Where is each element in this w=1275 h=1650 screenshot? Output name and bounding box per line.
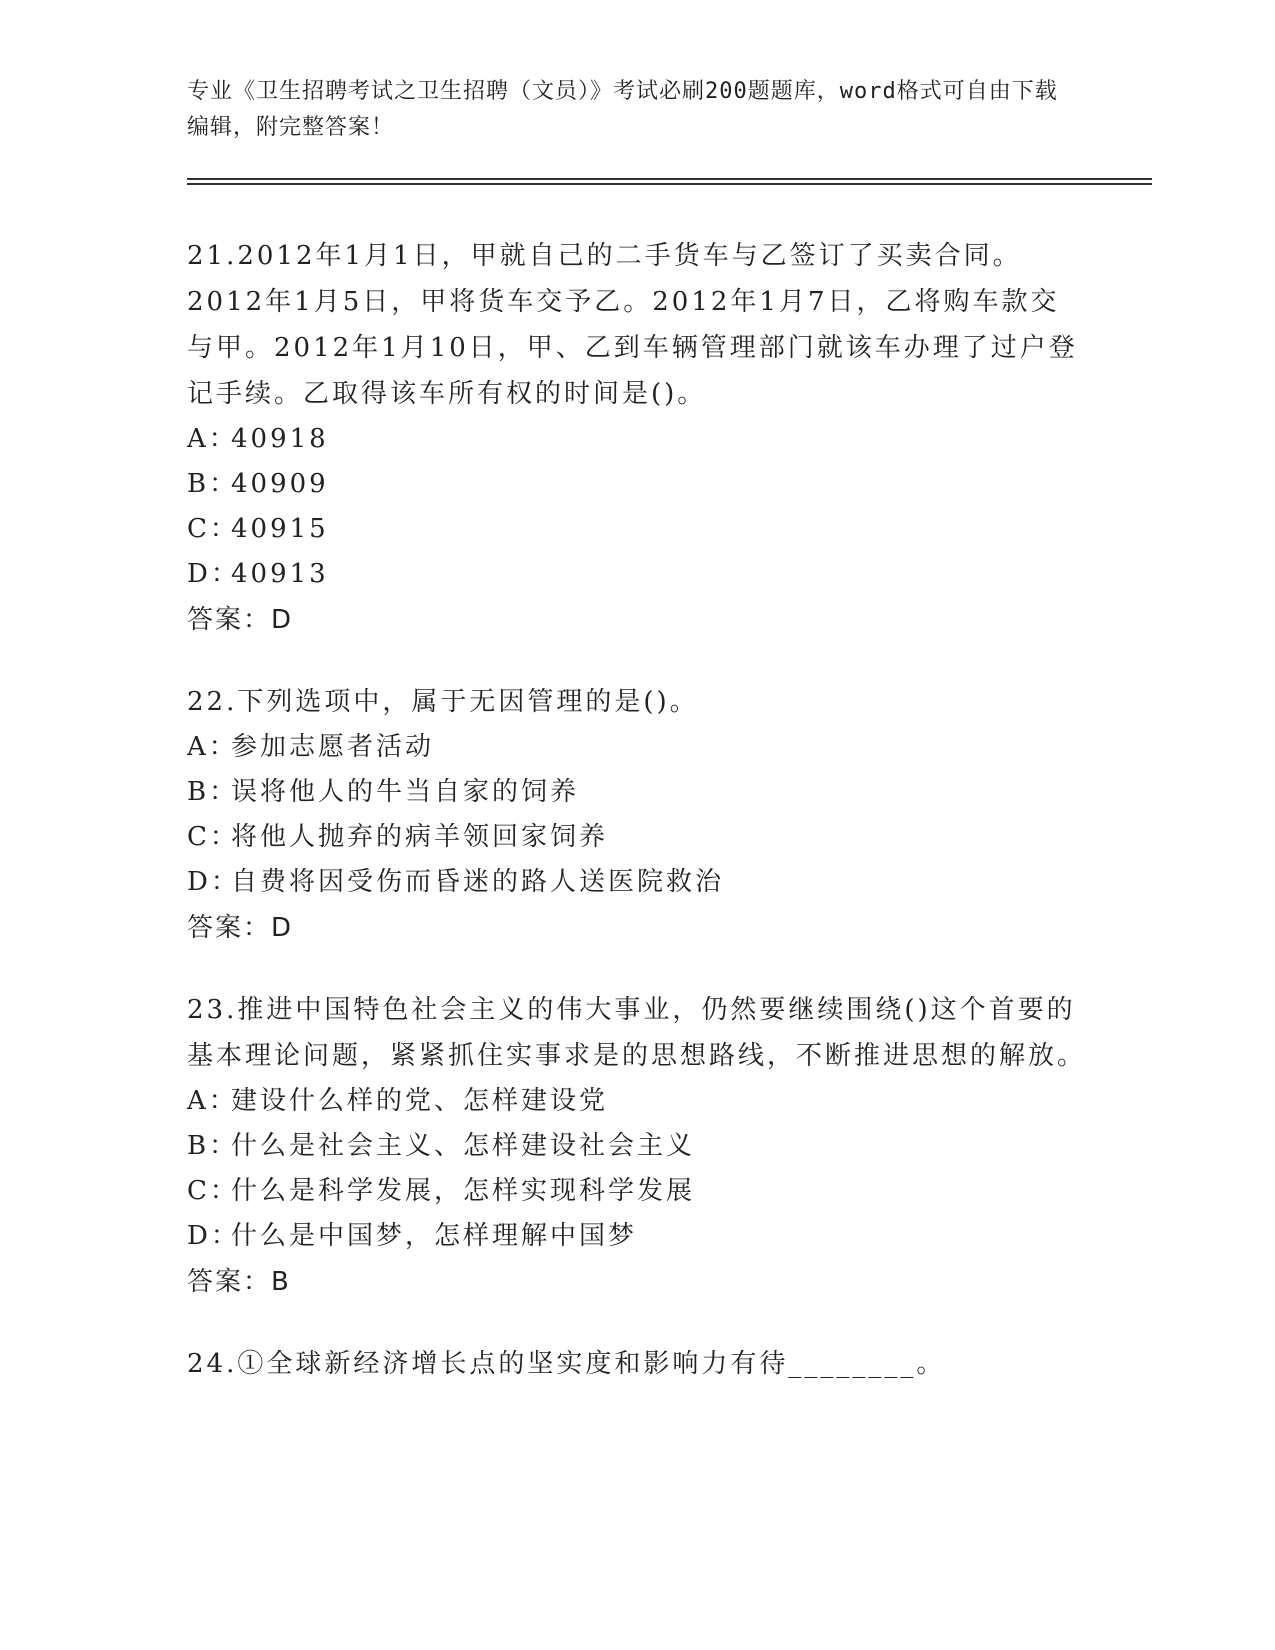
option-d: [187, 552, 1087, 597]
option-key: A：: [187, 1086, 238, 1116]
option-a: [187, 1079, 1087, 1124]
option-d: [187, 1214, 1087, 1259]
document-header: 专业《卫生招聘考试之卫生招聘（文员）》考试必刷200题题库，word格式可自由下载编辑，附完整答案！: [187, 79, 1058, 140]
option-text: 什么是科学发展，怎样实现科学发展: [231, 1176, 696, 1206]
option-text: 40915: [231, 514, 329, 544]
question-stem: 22.下列选项中，属于无因管理的是()。: [187, 687, 699, 717]
option-key: B：: [187, 1131, 239, 1161]
header-divider-top: [187, 178, 1152, 180]
answer-line: 答案：B: [187, 1267, 291, 1297]
option-key: C：: [187, 1176, 239, 1206]
option-text: 40909: [231, 469, 329, 499]
option-key: C：: [187, 822, 239, 852]
question-list: [187, 233, 1087, 1423]
option-key: D：: [187, 559, 240, 589]
question-22: [187, 679, 1087, 951]
option-text: 参加志愿者活动: [231, 732, 435, 762]
option-key: D：: [187, 1221, 240, 1251]
option-text: 40918: [231, 424, 329, 454]
question-23: [187, 987, 1087, 1305]
option-key: B：: [187, 777, 239, 807]
question-stem: 24.①全球新经济增长点的坚实度和影响力有待________。: [187, 1349, 946, 1379]
answer-line: 答案：D: [187, 913, 294, 943]
option-text: 误将他人的牛当自家的饲养: [231, 777, 580, 807]
answer-line: 答案：D: [187, 605, 294, 635]
question-stem: 21.2012年1月1日，甲就自己的二手货车与乙签订了买卖合同。2012年1月5日，甲将货车交予乙。2012年1月7日，乙将购车款交与甲。2012年1月10日，甲、乙到车辆管理部门就该车办理了过户登记手续。乙取得该车所有权的时间是()。: [187, 241, 1078, 409]
option-key: A：: [187, 424, 238, 454]
question-24: [187, 1341, 1087, 1387]
option-text: 自费将因受伤而昏迷的路人送医院救治: [231, 867, 725, 897]
option-text: 什么是中国梦，怎样理解中国梦: [231, 1221, 638, 1251]
option-d: [187, 860, 1087, 905]
option-key: C：: [187, 514, 239, 544]
option-b: [187, 1124, 1087, 1169]
option-c: [187, 1169, 1087, 1214]
option-c: [187, 815, 1087, 860]
option-b: [187, 770, 1087, 815]
option-key: B：: [187, 469, 239, 499]
header-divider-bottom: [187, 183, 1152, 185]
option-c: [187, 507, 1087, 552]
option-a: [187, 725, 1087, 770]
question-stem: 23.推进中国特色社会主义的伟大事业，仍然要继续围绕()这个首要的基本理论问题，紧紧抓住实事求是的思想路线，不断推进思想的解放。: [187, 995, 1087, 1071]
option-text: 什么是社会主义、怎样建设社会主义: [231, 1131, 696, 1161]
option-a: [187, 417, 1087, 462]
option-b: [187, 462, 1087, 507]
option-text: 建设什么样的党、怎样建设党: [231, 1086, 609, 1116]
option-text: 将他人抛弃的病羊领回家饲养: [231, 822, 609, 852]
question-21: [187, 233, 1087, 643]
option-text: 40913: [231, 559, 329, 589]
option-key: A：: [187, 732, 238, 762]
option-key: D：: [187, 867, 240, 897]
